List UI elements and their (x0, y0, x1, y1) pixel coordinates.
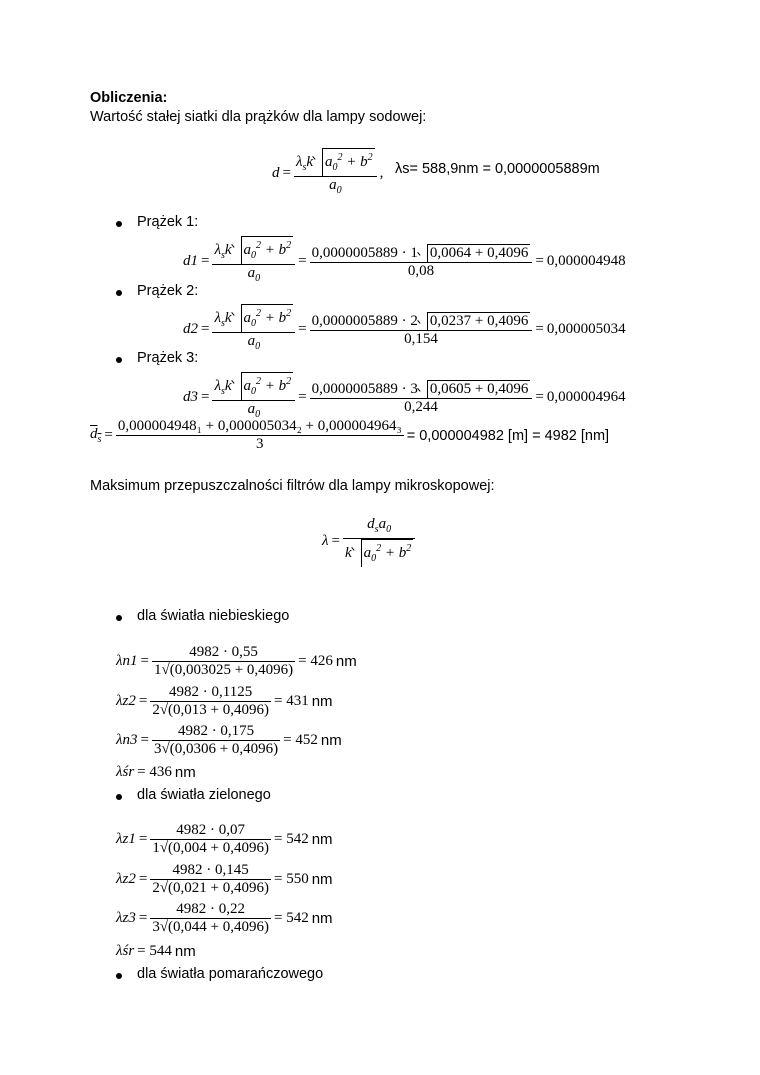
avg-num: 0,000004948₁ + 0,000005034₂ + 0,000004964₃ (117, 418, 402, 434)
blue-row-3: λn3 = $\frac{4982 \cdot 0,175}{3√(0,0306 + 0,4096)}$ = 452 nm (116, 723, 342, 757)
main-formula: d = $\frac{\lambda_sk a_0^2 + b^2}{a_0}$ , (272, 148, 386, 199)
item-formula-2: d2 = $\frac{\lambda_sk a_0^2 + b^2}{a_0}$ = $\frac{0,0000005889 \cdot 2 0,0237 + 0,4096}{0,154}$ = 0,000005034 (183, 304, 629, 355)
bullet (116, 973, 122, 979)
item-result-1: 0,000004948 (546, 253, 626, 269)
green-avg: λśr = 544 nm (116, 943, 196, 960)
blue-row-2: λz2 = $\frac{4982 \cdot 0,1125}{2√(0,013 + 0,4096)}$ = 431 nm (116, 684, 333, 718)
item-result-3: 0,000004964 (546, 389, 626, 405)
item-result-2: 0,000005034 (546, 321, 626, 337)
avg-formula: $d_s$ = $\frac{\text{0,000004948₁ + 0,000005034₂ + 0,000004964₃}}{3}$ = 0,000004982 [m] = 4982 [nm] (90, 418, 610, 452)
item-label-2: Prążek 2: (137, 283, 199, 299)
blue-label: dla światła niebieskiego (137, 608, 290, 624)
blue-avg: λśr = 436 nm (116, 764, 196, 781)
item-den-3: 0,244 (404, 398, 438, 415)
item-lhs-3: d3 (183, 389, 198, 405)
orange-label: dla światła pomarańczowego (137, 966, 324, 982)
page-heading: Obliczenia: (90, 90, 168, 106)
blue-row-1: λn1 = $\frac{4982 \cdot 0,55}{1√(0,003025 + 0,4096)}$ = 426 nm (116, 644, 357, 678)
green-row-1: λz1 = $\frac{4982 \cdot 0,07}{1√(0,004 + 0,4096)}$ = 542 nm (116, 822, 333, 856)
green-row-2: λz2 = $\frac{4982 \cdot 0,145}{2√(0,021 + 0,4096)}$ = 550 nm (116, 862, 333, 896)
item-label-1: Prążek 1: (137, 214, 199, 230)
bullet (116, 357, 122, 363)
bullet (116, 794, 122, 800)
bullet (116, 615, 122, 621)
item-inner-2: 0,0237 + 0,4096 (427, 312, 530, 330)
main-fraction: $\frac{\lambda_sk a_0^2 + b^2}{a_0}$ (294, 148, 377, 199)
item-formula-1: d1 = $\frac{\lambda_sk a_0^2 + b^2}{a_0}$ = $\frac{0,0000005889 \cdot 1 0,0064 + 0,4096}{0,08}$ = 0,000004948 (183, 236, 629, 287)
main-formula-lhs: d (272, 165, 280, 181)
item-inner-1: 0,0064 + 0,4096 (427, 244, 530, 262)
item-lhs-1: d1 (183, 253, 198, 269)
lambda-note: λs= 588,9nm = 0,0000005889m (395, 161, 600, 177)
item-den-1: 0,08 (407, 262, 435, 279)
item-lhs-2: d2 (183, 321, 198, 337)
bullet (116, 290, 122, 296)
avg-den: 3 (256, 436, 264, 452)
avg-result: = 0,000004982 [m] = 4982 [nm] (406, 427, 610, 444)
item-label-3: Prążek 3: (137, 350, 199, 366)
item-den-2: 0,154 (404, 330, 438, 347)
green-row-3: λz3 = $\frac{4982 \cdot 0,22}{3√(0,044 + 0,4096)}$ = 542 nm (116, 901, 333, 935)
green-label: dla światła zielonego (137, 787, 271, 803)
intro-text: Wartość stałej siatki dla prążków dla lampy sodowej: (90, 109, 427, 125)
section2-text: Maksimum przepuszczalności filtrów dla lampy mikroskopowej: (90, 478, 495, 494)
bullet (116, 221, 122, 227)
item-inner-3: 0,0605 + 0,4096 (427, 380, 530, 398)
lambda-formula: λ = $\frac{d_sa_0}{k a_0^2 + b^2}$ (322, 516, 418, 567)
item-formula-3: d3 = $\frac{\lambda_sk a_0^2 + b^2}{a_0}$ = $\frac{0,0000005889 \cdot 3 0,0605 + 0,4096}{0,244}$ = 0,000004964 (183, 372, 629, 423)
